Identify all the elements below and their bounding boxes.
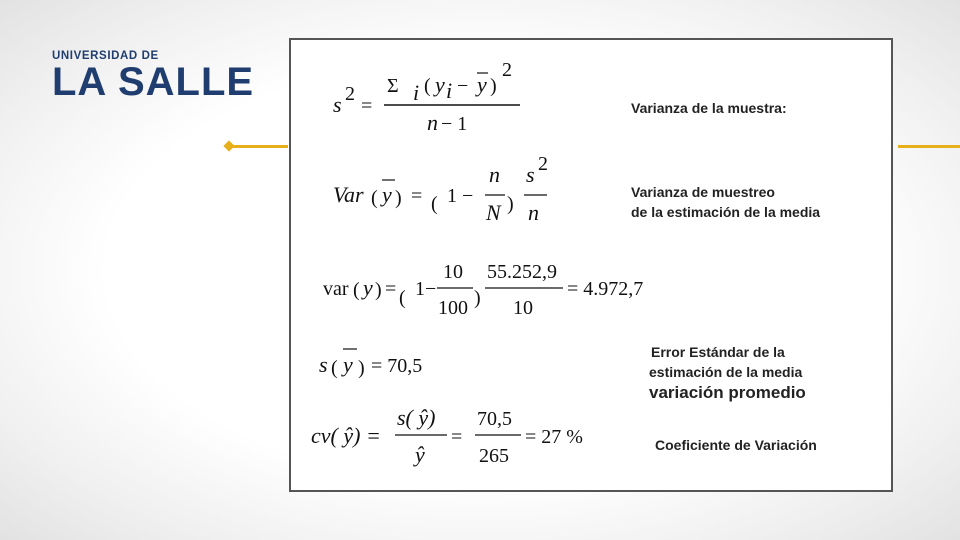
svg-text:(: ( bbox=[424, 75, 431, 97]
f5-den2: 265 bbox=[479, 445, 509, 467]
f5-num2: 70,5 bbox=[477, 408, 512, 430]
svg-text:n: n bbox=[528, 200, 539, 225]
svg-text:=: = bbox=[451, 426, 463, 448]
formula-variance-numeric bbox=[323, 261, 643, 319]
svg-text:): ) bbox=[474, 287, 481, 309]
gold-divider-right bbox=[898, 145, 960, 148]
f3-arg: y bbox=[363, 275, 373, 300]
svg-text:=: = bbox=[411, 185, 423, 207]
svg-text:−: − bbox=[457, 75, 469, 97]
svg-text:y: y bbox=[435, 72, 445, 97]
label-sampling-variance-line1: Varianza de muestreo bbox=[631, 184, 775, 200]
f3-den2: 10 bbox=[513, 297, 533, 319]
f4-result: = 70,5 bbox=[371, 355, 423, 377]
svg-text:y: y bbox=[382, 182, 392, 207]
svg-text:(: ( bbox=[353, 279, 360, 301]
formula-sample-variance bbox=[333, 59, 520, 135]
svg-text:): ) bbox=[395, 187, 402, 209]
f3-num2: 55.252,9 bbox=[487, 261, 557, 283]
university-logo bbox=[52, 50, 254, 103]
logo-subtitle: UNIVERSIDAD DE bbox=[52, 50, 159, 62]
svg-text:Σ: Σ bbox=[387, 75, 399, 97]
svg-text:y: y bbox=[477, 72, 487, 97]
f5-num1: s( ŷ) bbox=[397, 405, 436, 430]
svg-text:N: N bbox=[486, 200, 501, 225]
f3-num1: 10 bbox=[443, 261, 463, 283]
svg-text:i: i bbox=[413, 80, 420, 105]
svg-text:− 1: − 1 bbox=[441, 113, 468, 135]
svg-text:s: s bbox=[526, 162, 535, 187]
svg-text:(: ( bbox=[371, 187, 378, 209]
svg-text:2: 2 bbox=[502, 59, 512, 81]
f5-den1: ŷ bbox=[415, 442, 425, 467]
f5-lhs: cv( ŷ) = bbox=[311, 423, 381, 448]
formula-sampling-variance bbox=[333, 153, 548, 225]
label-std-error-line3: variación promedio bbox=[649, 383, 806, 402]
formula-panel bbox=[289, 38, 893, 492]
svg-text:): ) bbox=[375, 279, 382, 301]
label-sample-variance: Varianza de la muestra: bbox=[631, 100, 787, 116]
logo-title: LA SALLE bbox=[52, 60, 255, 104]
f4-fn: s bbox=[319, 352, 328, 377]
svg-text:n: n bbox=[427, 110, 438, 135]
formula-coefficient-variation bbox=[311, 405, 583, 467]
svg-text:(: ( bbox=[331, 357, 338, 379]
svg-text:2: 2 bbox=[345, 83, 355, 105]
f3-result: = 4.972,7 bbox=[567, 278, 644, 300]
f3-den1: 100 bbox=[438, 297, 468, 319]
svg-text:Var: Var bbox=[333, 182, 364, 207]
label-std-error-line1: Error Estándar de la bbox=[651, 344, 785, 360]
svg-text:i: i bbox=[446, 78, 453, 103]
svg-text:s: s bbox=[333, 92, 342, 117]
label-sampling-variance-line2: de la estimación de la media bbox=[631, 204, 821, 220]
svg-text:(: ( bbox=[399, 287, 406, 309]
f5-result: = 27 % bbox=[525, 426, 583, 448]
formula-standard-error bbox=[319, 349, 422, 379]
gold-divider-left bbox=[232, 145, 288, 148]
svg-text:1 −: 1 − bbox=[447, 185, 474, 207]
f4-arg: y bbox=[343, 352, 353, 377]
svg-text:=: = bbox=[361, 95, 373, 117]
formula-canvas bbox=[291, 40, 891, 490]
svg-text:=: = bbox=[385, 278, 397, 300]
svg-text:(: ( bbox=[431, 193, 438, 215]
label-coefficient-variation: Coeficiente de Variación bbox=[655, 437, 817, 453]
svg-text:): ) bbox=[490, 75, 497, 97]
label-std-error-line2: estimación de la media bbox=[649, 364, 803, 380]
svg-text:): ) bbox=[358, 357, 365, 379]
f3-fn: var bbox=[323, 278, 349, 300]
svg-text:2: 2 bbox=[538, 153, 548, 175]
svg-text:1−: 1− bbox=[415, 278, 437, 300]
svg-text:): ) bbox=[507, 193, 514, 215]
svg-text:n: n bbox=[489, 162, 500, 187]
